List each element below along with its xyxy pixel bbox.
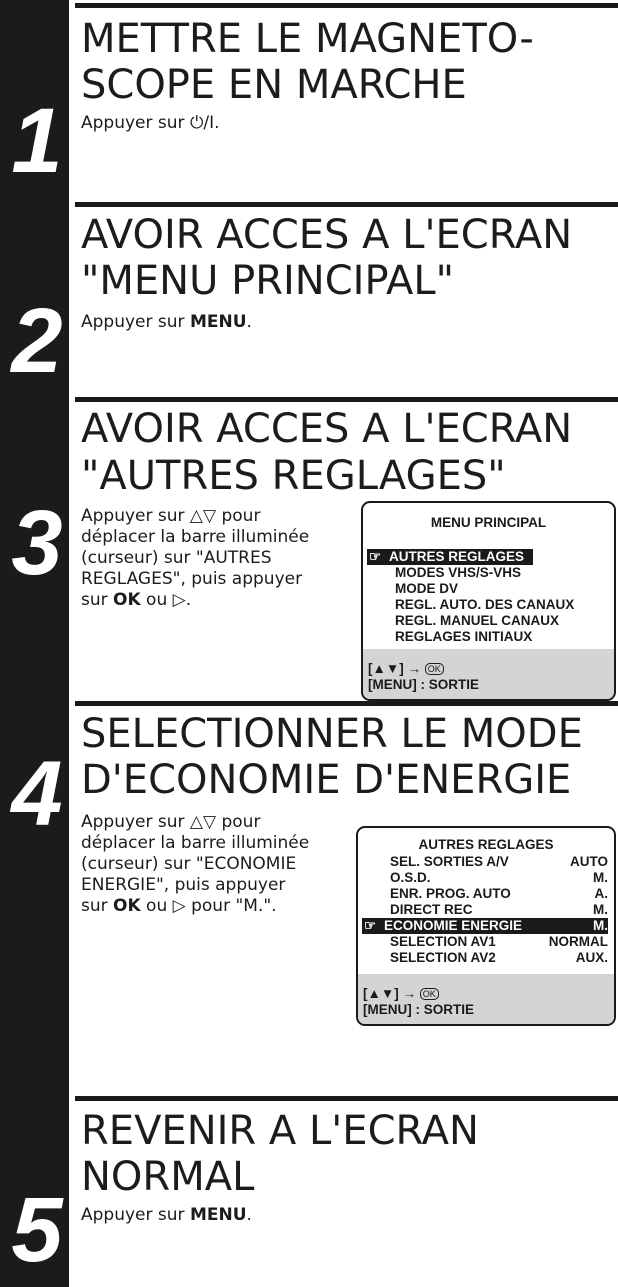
menu-item-autres-reglages[interactable]: ☞ AUTRES REGLAGES — [367, 549, 533, 565]
step-number-2: 2 — [11, 290, 63, 392]
footer-exit-hint: [MENU] : SORTIE — [368, 677, 479, 692]
screen-title: MENU PRINCIPAL — [430, 515, 547, 530]
step-number-3: 3 — [11, 492, 63, 594]
step-2-title-line-1: AVOIR ACCES A L'ECRAN — [81, 212, 573, 258]
menu-button-label: MENU — [189, 1205, 247, 1225]
step-2-rule — [75, 202, 618, 207]
step-3-title-line-2: "AUTRES REGLAGES" — [81, 453, 506, 499]
menu-item-reglages-initiaux[interactable]: REGLAGES INITIAUX — [395, 629, 533, 644]
menu-button-label: MENU — [189, 312, 247, 332]
step-4-title-line-1: SELECTIONNER LE MODE — [81, 711, 583, 757]
ok-icon: OK — [425, 663, 444, 675]
footer-nav-hint: [▲▼] → OK — [368, 661, 444, 676]
power-button-symbol: ⏻/I — [189, 113, 215, 133]
step-2-title-line-2: "MENU PRINCIPAL" — [81, 258, 455, 304]
setting-sel-sorties[interactable]: SEL. SORTIES A/V AUTO — [390, 854, 608, 869]
step-1-instruction: Appuyer sur ⏻/I. — [81, 113, 220, 133]
setting-economie-energie[interactable]: ☞ ECONOMIE ENERGIE M. — [364, 918, 608, 933]
ok-button-label: OK — [113, 896, 141, 916]
step-5-instruction: Appuyer sur MENU. — [81, 1205, 252, 1225]
pointer-hand-icon: ☞ — [364, 918, 377, 933]
step-5-title-line-1: REVENIR A L'ECRAN — [81, 1108, 479, 1154]
footer-exit-hint: [MENU] : SORTIE — [363, 1002, 474, 1017]
step-4-rule — [75, 701, 618, 706]
step-sidebar — [0, 0, 69, 1287]
autres-reglages-screen — [356, 826, 616, 1026]
footer-nav-hint: [▲▼] → OK — [363, 986, 439, 1001]
step-number-4: 4 — [11, 743, 63, 845]
step-4-title-line-2: D'ECONOMIE D'ENERGIE — [81, 757, 572, 803]
setting-direct-rec[interactable]: DIRECT REC M. — [390, 902, 608, 917]
menu-item-regl-manuel[interactable]: REGL. MANUEL CANAUX — [395, 613, 560, 628]
step-3-title-line-1: AVOIR ACCES A L'ECRAN — [81, 406, 573, 452]
step-5-rule — [75, 1096, 618, 1101]
step-4-instruction: Appuyer sur △▽ pour déplacer la barre illuminée (curseur) sur "ECONOMIE ENERGIE", puis appuyer sur OK ou ▷ pour "M.". — [81, 812, 310, 916]
step-number-1: 1 — [11, 90, 63, 192]
pointer-hand-icon: ☞ — [369, 549, 382, 564]
step-1-rule — [75, 3, 618, 8]
screen-footer — [358, 974, 614, 1024]
step-5-title-line-2: NORMAL — [81, 1154, 255, 1200]
step-2-instruction: Appuyer sur MENU. — [81, 312, 252, 332]
setting-enr-prog[interactable]: ENR. PROG. AUTO A. — [390, 886, 608, 901]
setting-selection-av1[interactable]: SELECTION AV1 NORMAL — [390, 934, 608, 949]
setting-osd[interactable]: O.S.D. M. — [390, 870, 608, 885]
menu-item-modes-vhs[interactable]: MODES VHS/S-VHS — [395, 565, 522, 580]
step-1-title-line-2: SCOPE EN MARCHE — [81, 62, 467, 108]
menu-item-mode-dv[interactable]: MODE DV — [395, 581, 459, 596]
step-number-5: 5 — [11, 1179, 63, 1281]
menu-item-regl-auto[interactable]: REGL. AUTO. DES CANAUX — [395, 597, 575, 612]
screen-title: AUTRES REGLAGES — [418, 837, 554, 852]
step-1-title-line-1: METTRE LE MAGNETO- — [81, 16, 534, 62]
ok-button-label: OK — [113, 590, 141, 610]
step-3-instruction: Appuyer sur △▽ pour déplacer la barre illuminée (curseur) sur "AUTRES REGLAGES", puis appuyer sur OK ou ▷. — [81, 506, 310, 610]
menu-principal-screen — [361, 501, 616, 701]
ok-icon: OK — [420, 988, 439, 1000]
setting-selection-av2[interactable]: SELECTION AV2 AUX. — [390, 950, 608, 965]
screen-footer — [363, 649, 614, 699]
step-3-rule — [75, 397, 618, 402]
